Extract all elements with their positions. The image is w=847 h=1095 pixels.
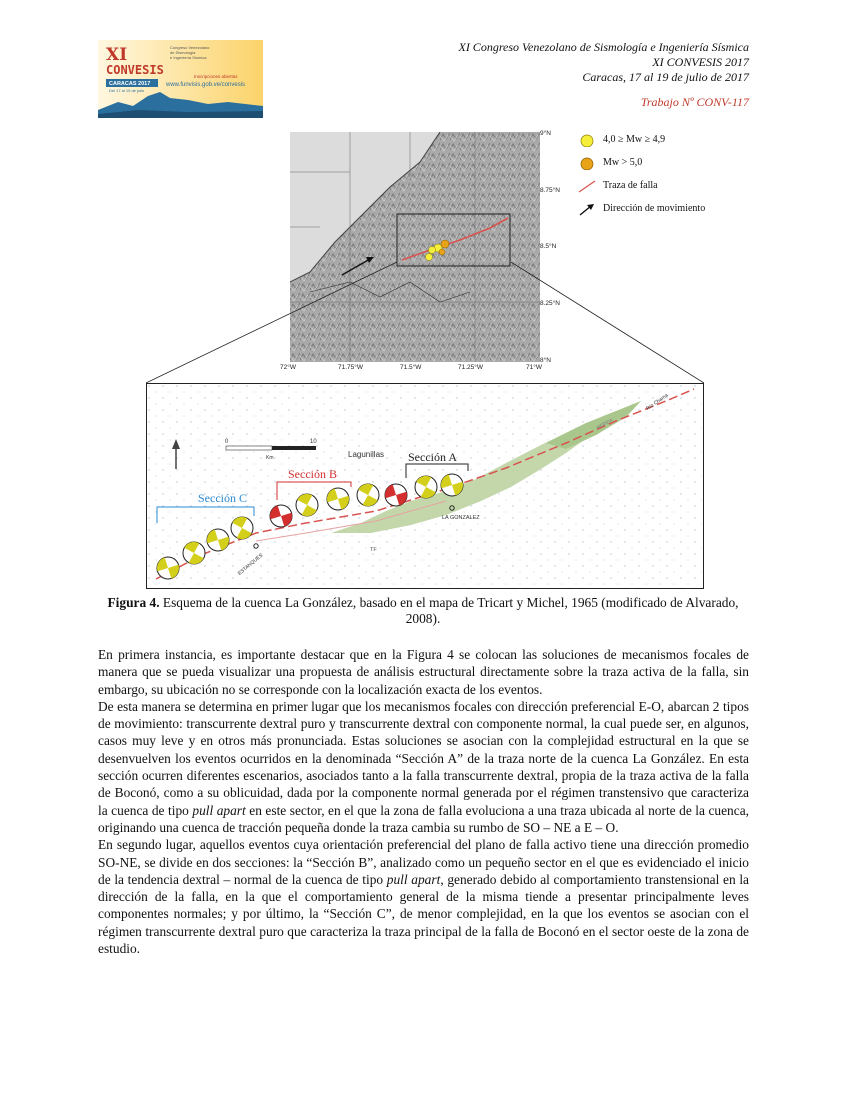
unit-tf: TF xyxy=(370,547,377,553)
paragraph-3: En segundo lugar, aquellos eventos cuya orientación preferencial del plano de falla activo tiene una dirección promedio SO-NE, se divide en dos secciones: la “Sección B”, analizado como un pequeño sector en el que es evidenciado el inicio de la tendencia dextral – normal de la cuenca de tipo pull apart, generado debido al comportamiento transtensional en la dirección de la falla, en la que el comportamiento general de la misma tiende a presentar principalmente leves componentes normales; y por último, la “Sección C”, de menor complejidad, en la que los eventos se asocian con el régimen transcurrente dextral puro que caracteriza la traza principal de la falla de Boconó en el sector oeste de la zona de estudio. xyxy=(98,837,749,957)
place-la-gonzalez: LA GONZALEZ xyxy=(442,515,480,521)
legend-item-large-mw xyxy=(575,155,775,178)
body-text xyxy=(98,646,749,957)
beachball-icon xyxy=(183,542,205,564)
legend-item-small-mw xyxy=(575,132,775,155)
paragraph-1: En primera instancia, es importante destacar que en la Figura 4 se colocan las soluciones de mecanismos focales de manera que se pueda visualizar una propuesta de análisis estructural directamente sobre la traza activa de la falla, sin embargo, su ubicación no se corresponde con la localización exacta de los eventos. xyxy=(98,647,749,697)
legend-item-movement xyxy=(575,201,775,224)
lon-label-71-75: 71.75°W xyxy=(338,364,364,371)
fault-line-icon xyxy=(578,179,596,193)
legend-label: Mw > 5,0 xyxy=(603,157,643,168)
legend-label: Dirección de movimiento xyxy=(603,203,706,214)
beachball-icon xyxy=(231,517,253,539)
beachball-icon xyxy=(385,484,407,506)
map-legend xyxy=(575,132,775,224)
lat-label-8-5: 8.5°N xyxy=(540,243,557,250)
lon-label-71: 71°W xyxy=(526,364,542,371)
place-lagunillas: Lagunillas xyxy=(348,450,385,459)
logo-subtitle-2: de Sismología xyxy=(170,50,196,55)
legend-item-fault-trace xyxy=(575,178,775,201)
logo-dates: Del 17 al 19 de julio xyxy=(109,88,145,93)
legend-label: 4,0 ≥ Mw ≥ 4,9 xyxy=(603,134,666,145)
orange-circle-icon xyxy=(578,156,596,170)
header-congress: XI Congreso Venezolano de Sismología e Ingeniería Sísmica xyxy=(458,40,749,54)
logo-website: www.funvisis.gob.ve/convesis xyxy=(166,82,246,88)
river-label: Río Chama xyxy=(645,392,670,412)
lat-label-9: 9°N xyxy=(540,130,551,137)
beachball-icon xyxy=(441,474,463,496)
beachball-icon xyxy=(415,476,437,498)
lon-label-72: 72°W xyxy=(280,364,296,371)
logo-subtitle-1: Congreso Venezolano xyxy=(170,45,210,50)
section-c-label: Sección C xyxy=(198,491,247,505)
yellow-circle-icon xyxy=(578,133,596,147)
beachball-icon xyxy=(327,488,349,510)
convesis-logo xyxy=(98,40,263,118)
beachball-icon xyxy=(357,484,379,506)
figure-caption xyxy=(98,595,748,627)
scale-end: 10 xyxy=(310,439,317,445)
logo-numeral: XI xyxy=(106,45,128,65)
caption-label: Figura 4. xyxy=(107,595,160,610)
paragraph-2: De esta manera se determina en primer lugar que los mecanismos focales con dirección preferencial E-O, abarcan 2 tipos de movimiento: transcurrente dextral puro y transcurrente dextral con componente normal, la cual puede ser, en algunos, casos muy leve y en otros más pronunciada. Estas soluciones se asocian con la complejidad estructural en la que se desenvuelven los eventos ocurridos en la denominada “Sección A” de la traza norte de la cuenca La González. En esta sección ocurren diferentes escenarios, asociados tanto a la falla transcurrente dextral, propia de la traza activa de la falla de Boconó, como a su oblicuidad, dada por la componente normal generada por el régimen transtensivo que caracteriza la cuenca de tipo pull apart en este sector, en el que la zona de falla evoluciona a una traza ubicada al norte de la cuenca, originando una cuenca de tracción pequeña donde la traza cambia su rumbo de SO – NE a E – O. xyxy=(98,698,749,835)
logo-city: CARACAS 2017 xyxy=(109,81,151,87)
caption-text: Esquema de la cuenca La González, basado en el mapa de Tricart y Michel, 1965 (modificado de Alvarado, 2008). xyxy=(159,595,739,626)
lon-label-71-5: 71.5°W xyxy=(400,364,422,371)
lon-label-71-25: 71.25°W xyxy=(458,364,484,371)
header-paper-id: Trabajo Nº CONV-117 xyxy=(640,95,749,109)
place-estanques: ESTANQUES xyxy=(236,552,265,577)
scale-start: 0 xyxy=(225,439,229,445)
zoom-connectors xyxy=(146,262,706,387)
lat-label-8: 8°N xyxy=(540,357,551,364)
section-a-label: Sección A xyxy=(408,450,457,464)
header-edition: XI CONVESIS 2017 xyxy=(652,55,749,69)
beachball-icon xyxy=(296,494,318,516)
arrow-icon xyxy=(578,202,596,216)
logo-subtitle-3: e Ingeniería Sísmica xyxy=(170,55,207,60)
logo-name: CONVESIS xyxy=(106,63,164,77)
lat-label-8-25: 8.25°N xyxy=(540,300,560,307)
legend-label: Traza de falla xyxy=(603,180,658,191)
detail-panel xyxy=(146,383,704,589)
beachball-icon xyxy=(207,529,229,551)
place-merida: MERIDA xyxy=(595,417,614,430)
beachball-icon xyxy=(157,557,179,579)
lat-label-8-75: 8.75°N xyxy=(540,187,560,194)
logo-registration: Inscripciones abiertas xyxy=(194,74,238,79)
header-dates: Caracas, 17 al 19 de julio de 2017 xyxy=(582,70,749,84)
section-b-label: Sección B xyxy=(288,467,337,481)
scale-unit: Km xyxy=(266,455,274,461)
beachball-icon xyxy=(270,505,292,527)
